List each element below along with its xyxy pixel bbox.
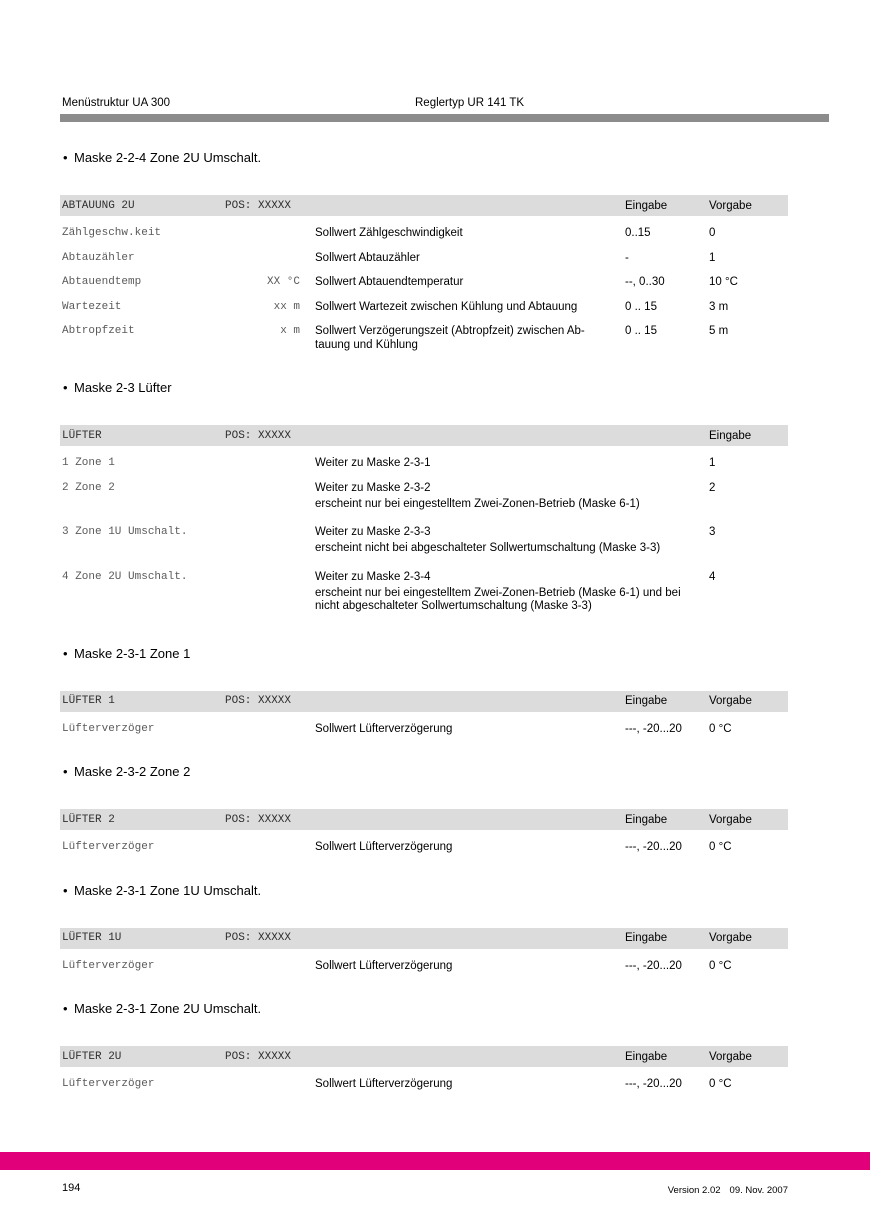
header-left-title: Menüstruktur UA 300 bbox=[62, 97, 171, 109]
table-row bbox=[60, 1067, 788, 1092]
bullet-icon bbox=[63, 646, 74, 662]
column-header-eingabe: Eingabe bbox=[625, 1050, 668, 1063]
row-label: Zählgeschw.keit bbox=[62, 227, 162, 239]
table-row bbox=[60, 290, 788, 315]
table-row bbox=[60, 560, 788, 618]
column-header-eingabe: Eingabe bbox=[625, 695, 668, 707]
row-vorgabe-value: 10 °C bbox=[709, 276, 738, 288]
row-label: Abtauzähler bbox=[62, 251, 135, 264]
table-name: LÜFTER 1U bbox=[62, 932, 122, 944]
row-label: Wartezeit bbox=[62, 300, 122, 313]
section-title bbox=[60, 764, 829, 780]
section-4 bbox=[60, 764, 829, 855]
table-name: LÜFTER 2U bbox=[62, 1050, 122, 1063]
row-label: Abtropfzeit bbox=[62, 325, 135, 337]
row-label-cell bbox=[60, 526, 300, 560]
row-label: 2 Zone 2 bbox=[62, 481, 115, 494]
row-eingabe-value: 4 bbox=[709, 570, 716, 583]
column-header-eingabe: Eingabe bbox=[625, 199, 668, 212]
table-pos: POS: XXXXX bbox=[225, 695, 292, 707]
row-vorgabe-value: 0 °C bbox=[709, 841, 732, 853]
row-description: Sollwert Lüfterverzögerung bbox=[315, 1078, 453, 1090]
row-description: Sollwert Lüfterverzögerung bbox=[315, 841, 453, 853]
row-unit: XX °C bbox=[266, 276, 300, 288]
table-row bbox=[60, 216, 788, 241]
row-label: Abtauendtemp bbox=[62, 276, 142, 288]
row-label-cell bbox=[60, 301, 300, 315]
column-header-eingabe: Eingabe bbox=[709, 429, 752, 442]
section-title bbox=[60, 1001, 829, 1017]
row-description: Weiter zu Maske 2-3-3 bbox=[315, 526, 431, 538]
table-header-row bbox=[60, 425, 788, 446]
header-rule bbox=[60, 114, 829, 122]
table-name: LÜFTER 2 bbox=[62, 813, 115, 826]
row-description: Sollwert Zählgeschwindigkeit bbox=[315, 227, 463, 239]
row-vorgabe-value: 0 bbox=[709, 227, 716, 239]
row-note bbox=[315, 498, 709, 512]
row-eingabe-value: ---, -20...20 bbox=[625, 841, 682, 853]
row-note bbox=[315, 587, 709, 614]
row-label: 1 Zone 1 bbox=[62, 457, 115, 469]
section-title bbox=[60, 380, 829, 396]
section-title-text: Maske 2-3-2 Zone 2 bbox=[74, 764, 191, 779]
row-description: tauung und Kühlung bbox=[315, 338, 418, 351]
page-number: 194 bbox=[62, 1182, 81, 1194]
column-header-eingabe: Eingabe bbox=[625, 932, 668, 944]
row-vorgabe-value: 3 m bbox=[709, 300, 729, 313]
row-description-cell bbox=[300, 526, 709, 560]
row-description: Weiter zu Maske 2-3-4 bbox=[315, 570, 431, 583]
row-note-line: erscheint nur bei eingestelltem Zwei-Zonen-Betrieb (Maske 6-1) und bei bbox=[315, 586, 681, 599]
row-eingabe-value: - bbox=[625, 251, 629, 264]
row-eingabe-value: 0 .. 15 bbox=[625, 325, 657, 337]
row-description: Sollwert Wartezeit zwischen Kühlung und Abtauung bbox=[315, 300, 578, 313]
row-vorgabe-value: 0 °C bbox=[709, 1078, 732, 1090]
row-note-line: erscheint nur bei eingestelltem Zwei-Zonen-Betrieb (Maske 6-1) bbox=[315, 497, 640, 510]
section-5 bbox=[60, 883, 829, 974]
table-row bbox=[60, 830, 788, 855]
table bbox=[60, 928, 788, 974]
table-row bbox=[60, 265, 788, 290]
column-header-eingabe: Eingabe bbox=[625, 813, 668, 826]
section-3 bbox=[60, 646, 829, 737]
table-row bbox=[60, 949, 788, 974]
section-title-text: Maske 2-2-4 Zone 2U Umschalt. bbox=[74, 150, 262, 165]
row-eingabe-value: 1 bbox=[709, 457, 716, 469]
table-header-row bbox=[60, 195, 788, 216]
bullet-icon bbox=[63, 1001, 74, 1017]
table-pos: POS: XXXXX bbox=[225, 932, 292, 944]
row-label: 4 Zone 2U Umschalt. bbox=[62, 570, 188, 583]
table-row bbox=[60, 712, 788, 737]
table bbox=[60, 1046, 788, 1092]
row-description: Weiter zu Maske 2-3-1 bbox=[315, 457, 431, 469]
table-row bbox=[60, 446, 788, 471]
row-eingabe-value: 0..15 bbox=[625, 227, 651, 239]
row-description-cell bbox=[300, 457, 709, 471]
row-description: Sollwert Lüfterverzögerung bbox=[315, 959, 453, 972]
row-label-cell bbox=[60, 325, 300, 352]
footer-accent-bar bbox=[0, 1152, 870, 1170]
row-label-cell bbox=[60, 1078, 300, 1092]
column-header-vorgabe: Vorgabe bbox=[709, 1050, 752, 1063]
table-header-row bbox=[60, 691, 788, 712]
row-description-cell bbox=[300, 723, 625, 737]
table-name: LÜFTER 1 bbox=[62, 695, 115, 707]
row-vorgabe-value: 1 bbox=[709, 251, 716, 264]
section-title-text: Maske 2-3-1 Zone 2U Umschalt. bbox=[74, 1001, 262, 1016]
table-row bbox=[60, 515, 788, 560]
row-label-cell bbox=[60, 276, 300, 290]
page-content bbox=[60, 0, 829, 1092]
row-description-cell bbox=[300, 301, 625, 315]
column-header-vorgabe: Vorgabe bbox=[709, 813, 752, 826]
row-note-line: nicht abgeschalteter Sollwertumschaltung (Maske 3-3) bbox=[315, 600, 592, 612]
row-description-cell bbox=[300, 252, 625, 266]
row-description-cell bbox=[300, 325, 625, 352]
row-description-cell bbox=[300, 960, 625, 974]
table-row bbox=[60, 471, 788, 516]
row-label-cell bbox=[60, 571, 300, 618]
header-right-title: Reglertyp UR 141 TK bbox=[415, 97, 525, 109]
row-description-cell bbox=[300, 1078, 625, 1092]
table-pos: POS: XXXXX bbox=[225, 1050, 292, 1063]
row-eingabe-value: ---, -20...20 bbox=[625, 722, 682, 735]
row-label-cell bbox=[60, 960, 300, 974]
section-title bbox=[60, 883, 829, 899]
row-eingabe-value: ---, -20...20 bbox=[625, 959, 682, 972]
row-note-line: erscheint nicht bei abgeschalteter Sollwertumschaltung (Maske 3-3) bbox=[315, 542, 661, 554]
bullet-icon bbox=[63, 764, 74, 780]
table-pos: POS: XXXXX bbox=[225, 199, 292, 212]
table-pos: POS: XXXXX bbox=[225, 429, 292, 442]
row-eingabe-value: 3 bbox=[709, 526, 716, 538]
row-eingabe-value: ---, -20...20 bbox=[625, 1078, 682, 1090]
row-label: Lüfterverzöger bbox=[62, 959, 155, 972]
row-description-cell bbox=[300, 571, 709, 618]
section-6 bbox=[60, 1001, 829, 1092]
version-date: 09. Nov. 2007 bbox=[729, 1185, 788, 1196]
column-header-vorgabe: Vorgabe bbox=[709, 199, 752, 212]
footer-version-line bbox=[60, 1185, 788, 1196]
row-label-cell bbox=[60, 723, 300, 737]
row-label-cell bbox=[60, 482, 300, 516]
sections bbox=[60, 150, 829, 1092]
row-description: Sollwert Verzögerungszeit (Abtropfzeit) zwischen Ab- bbox=[315, 325, 585, 337]
section-title-text: Maske 2-3-1 Zone 1U Umschalt. bbox=[74, 882, 262, 898]
row-unit: x m bbox=[280, 325, 300, 337]
table-header-row bbox=[60, 809, 788, 830]
section-2 bbox=[60, 380, 829, 618]
section-title bbox=[60, 150, 829, 166]
row-label-cell bbox=[60, 227, 300, 241]
section-title-text: Maske 2-3 Lüfter bbox=[74, 380, 172, 395]
table-name: ABTAUUNG 2U bbox=[62, 199, 135, 212]
row-description: Sollwert Abtauendtemperatur bbox=[315, 276, 464, 288]
row-eingabe-value: --, 0..30 bbox=[625, 276, 665, 288]
row-description-cell bbox=[300, 841, 625, 855]
row-description: Weiter zu Maske 2-3-2 bbox=[315, 481, 431, 494]
row-label-cell bbox=[60, 841, 300, 855]
row-eingabe-value: 0 .. 15 bbox=[625, 300, 657, 313]
section-title-text: Maske 2-3-1 Zone 1 bbox=[74, 645, 191, 661]
table bbox=[60, 195, 788, 352]
version-label: Version 2.02 bbox=[667, 1185, 721, 1196]
table bbox=[60, 809, 788, 855]
row-description: Sollwert Abtauzähler bbox=[315, 251, 420, 264]
row-label: 3 Zone 1U Umschalt. bbox=[62, 526, 188, 538]
bullet-icon bbox=[63, 883, 74, 899]
table bbox=[60, 691, 788, 737]
row-label-cell bbox=[60, 252, 300, 266]
row-label: Lüfterverzöger bbox=[62, 841, 155, 853]
row-label: Lüfterverzöger bbox=[62, 722, 155, 735]
row-eingabe-value: 2 bbox=[709, 481, 716, 494]
row-description: Sollwert Lüfterverzögerung bbox=[315, 722, 453, 735]
row-label-cell bbox=[60, 457, 300, 471]
row-vorgabe-value: 5 m bbox=[709, 325, 729, 337]
column-header-vorgabe: Vorgabe bbox=[709, 695, 752, 707]
bullet-icon bbox=[63, 380, 74, 396]
row-description-cell bbox=[300, 227, 625, 241]
page-header bbox=[60, 97, 829, 110]
table-row bbox=[60, 241, 788, 266]
section-title bbox=[60, 646, 829, 662]
bullet-icon bbox=[63, 150, 74, 166]
column-header-vorgabe: Vorgabe bbox=[709, 932, 752, 944]
table-name: LÜFTER bbox=[62, 429, 102, 442]
row-unit: xx m bbox=[273, 300, 300, 313]
table-header-row bbox=[60, 928, 788, 949]
row-description-cell bbox=[300, 482, 709, 516]
table-row bbox=[60, 314, 788, 352]
table-header-row bbox=[60, 1046, 788, 1067]
row-label: Lüfterverzöger bbox=[62, 1078, 155, 1090]
table-pos: POS: XXXXX bbox=[225, 813, 292, 826]
section-1 bbox=[60, 150, 829, 352]
row-vorgabe-value: 0 °C bbox=[709, 959, 732, 972]
row-vorgabe-value: 0 °C bbox=[709, 722, 732, 735]
table bbox=[60, 425, 788, 618]
row-description-cell bbox=[300, 276, 625, 290]
row-note bbox=[315, 542, 709, 556]
